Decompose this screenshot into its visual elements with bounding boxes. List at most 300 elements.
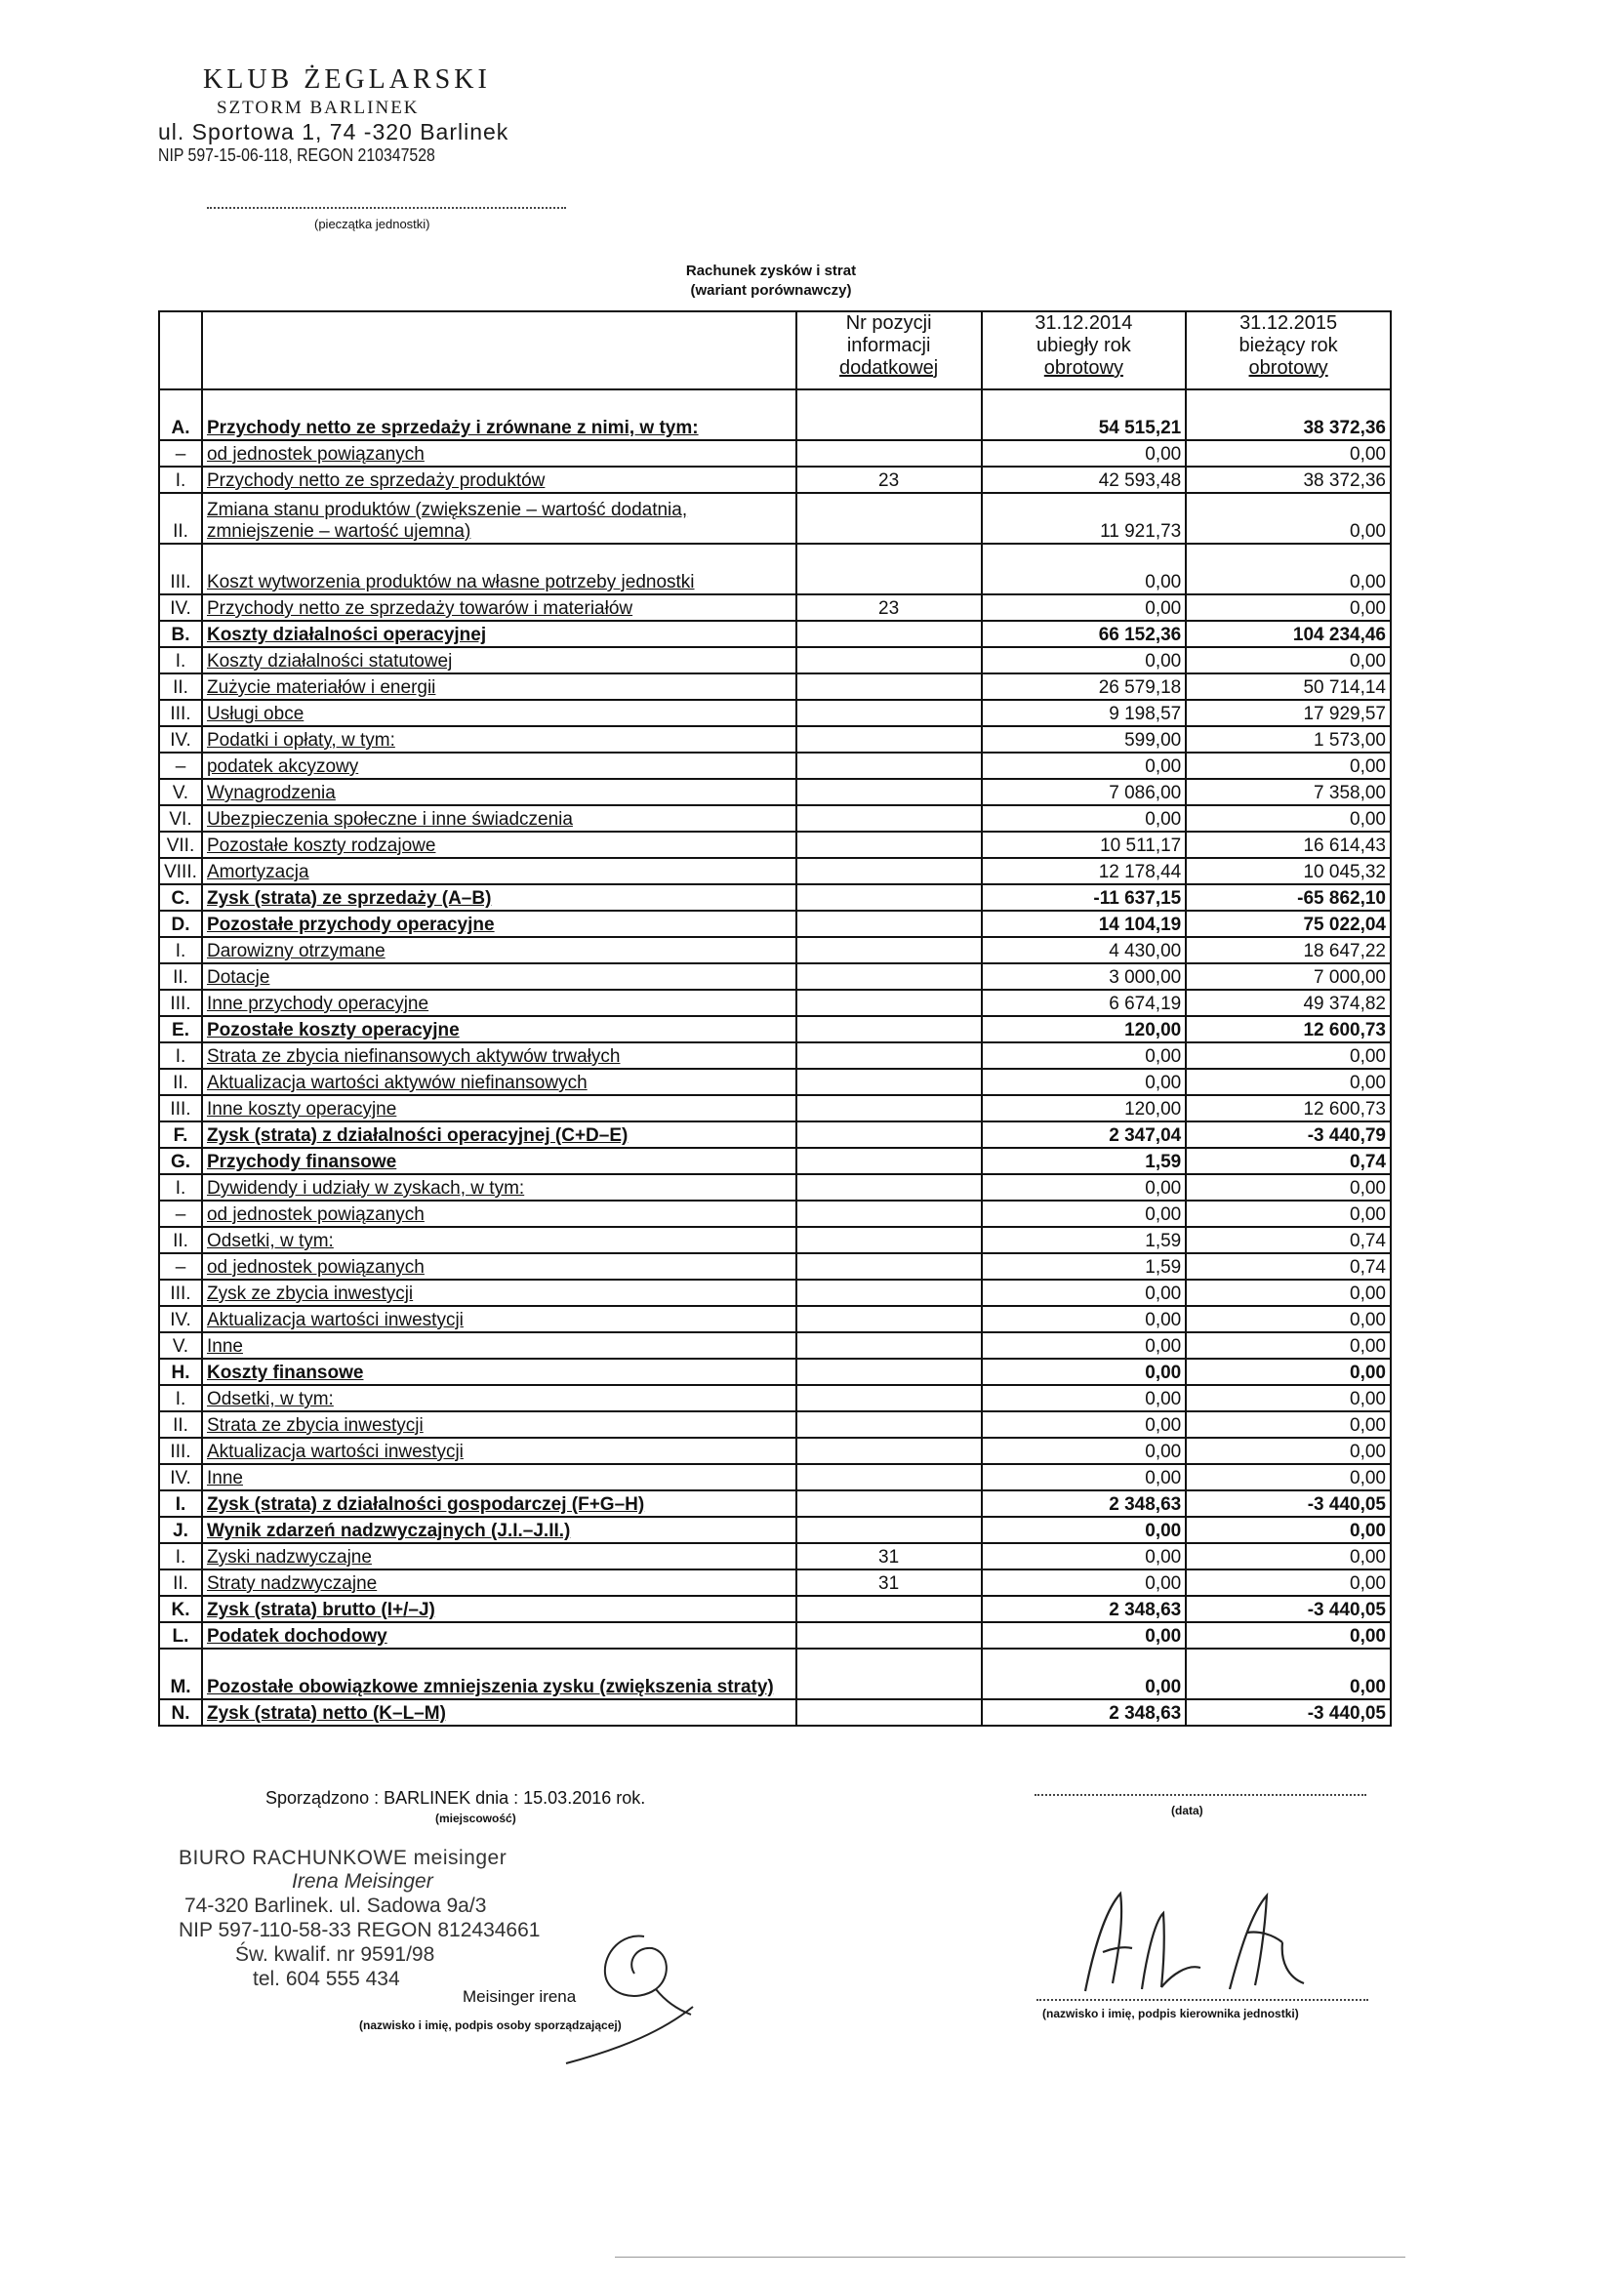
page-bottom-rule (615, 2257, 1405, 2258)
row-label: Koszty działalności operacyjnej (202, 621, 796, 647)
manager-signature (1074, 1874, 1366, 2001)
row-value-2015: -3 440,05 (1186, 1490, 1391, 1517)
row-value-2015: 0,00 (1186, 1622, 1391, 1649)
row-value-2014: 0,00 (982, 1306, 1187, 1332)
document-title-block (0, 262, 1542, 301)
table-row (159, 621, 1391, 647)
header-label (202, 311, 796, 389)
table-row (159, 1253, 1391, 1280)
row-note-number (796, 1699, 982, 1726)
row-value-2014: 0,00 (982, 1385, 1187, 1411)
row-value-2014: 9 198,57 (982, 700, 1187, 726)
row-label: Dotacje (202, 963, 796, 990)
table-row (159, 1359, 1391, 1385)
row-label: Przychody netto ze sprzedaży i zrównane z nimi, w tym: (202, 389, 796, 440)
row-note-number (796, 1490, 982, 1517)
row-label: Amortyzacja (202, 858, 796, 884)
row-value-2014: 0,00 (982, 1174, 1187, 1201)
row-value-2015: -65 862,10 (1186, 884, 1391, 911)
row-value-2014: 7 086,00 (982, 779, 1187, 805)
row-value-2015: 1 573,00 (1186, 726, 1391, 753)
row-value-2014: 2 348,63 (982, 1699, 1187, 1726)
row-value-2014: 120,00 (982, 1016, 1187, 1042)
row-symbol: – (159, 1201, 202, 1227)
header-symbol (159, 311, 202, 389)
row-value-2014: 0,00 (982, 1069, 1187, 1095)
row-value-2015: 0,00 (1186, 1174, 1391, 1201)
row-label: Przychody finansowe (202, 1148, 796, 1174)
row-note-number (796, 726, 982, 753)
row-symbol: III. (159, 700, 202, 726)
office-phone: tel. 604 555 434 (253, 1968, 400, 1990)
table-row (159, 700, 1391, 726)
row-value-2015: 0,00 (1186, 1332, 1391, 1359)
row-value-2014: 0,00 (982, 440, 1187, 467)
row-value-2014: -11 637,15 (982, 884, 1187, 911)
row-label: Zużycie materiałów i energii (202, 673, 796, 700)
row-note-number (796, 1332, 982, 1359)
table-row (159, 1622, 1391, 1649)
row-value-2015: 0,00 (1186, 440, 1391, 467)
row-value-2014: 0,00 (982, 1332, 1187, 1359)
row-value-2015: 0,00 (1186, 1517, 1391, 1543)
row-note-number (796, 990, 982, 1016)
row-value-2015: 0,00 (1186, 1649, 1391, 1699)
table-row (159, 1490, 1391, 1517)
table-row (159, 937, 1391, 963)
document-title: Rachunek zysków i strat (685, 263, 857, 279)
row-value-2015: 0,74 (1186, 1148, 1391, 1174)
table-row (159, 647, 1391, 673)
office-nip-regon: NIP 597-110-58-33 REGON 812434661 (179, 1919, 541, 1941)
row-value-2014: 0,00 (982, 1411, 1187, 1438)
table-row (159, 1069, 1391, 1095)
accounting-office-stamp (179, 1847, 540, 1991)
table-row (159, 963, 1391, 990)
row-symbol: I. (159, 1490, 202, 1517)
table-row (159, 1227, 1391, 1253)
row-label: Aktualizacja wartości inwestycji (202, 1306, 796, 1332)
row-note-number (796, 700, 982, 726)
office-address: 74-320 Barlinek. ul. Sadowa 9a/3 (184, 1895, 487, 1917)
row-symbol: II. (159, 1411, 202, 1438)
row-symbol: F. (159, 1121, 202, 1148)
row-label: Przychody netto ze sprzedaży produktów (202, 467, 796, 493)
row-note-number (796, 1649, 982, 1699)
row-note-number (796, 937, 982, 963)
table-row (159, 1385, 1391, 1411)
row-symbol: I. (159, 1543, 202, 1569)
table-row (159, 1699, 1391, 1726)
row-label: Podatek dochodowy (202, 1622, 796, 1649)
row-value-2014: 0,00 (982, 1543, 1187, 1569)
row-symbol: – (159, 1253, 202, 1280)
row-note-number (796, 1306, 982, 1332)
row-symbol: VI. (159, 805, 202, 832)
row-note-number (796, 805, 982, 832)
row-symbol: II. (159, 1069, 202, 1095)
row-value-2015: 16 614,43 (1186, 832, 1391, 858)
stamp-address: ul. Sportowa 1, 74 -320 Barlinek (158, 119, 509, 144)
row-value-2014: 599,00 (982, 726, 1187, 753)
row-label: Zysk (strata) z działalności operacyjnej (C+D–E) (202, 1121, 796, 1148)
table-row (159, 1306, 1391, 1332)
stamp-club-subname: SZTORM BARLINEK (217, 98, 420, 118)
row-symbol: – (159, 440, 202, 467)
row-note-number (796, 1042, 982, 1069)
row-symbol: I. (159, 1385, 202, 1411)
row-symbol: II. (159, 1569, 202, 1596)
row-value-2015: 7 358,00 (1186, 779, 1391, 805)
row-value-2014: 4 430,00 (982, 937, 1187, 963)
row-label: Podatki i opłaty, w tym: (202, 726, 796, 753)
row-symbol: N. (159, 1699, 202, 1726)
table-row (159, 1201, 1391, 1227)
row-label: Inne (202, 1332, 796, 1359)
stamp-nip-regon: NIP 597-15-06-118, REGON 210347528 (158, 145, 435, 165)
row-value-2014: 2 347,04 (982, 1121, 1187, 1148)
row-value-2015: -3 440,05 (1186, 1699, 1391, 1726)
row-note-number (796, 779, 982, 805)
row-value-2015: 18 647,22 (1186, 937, 1391, 963)
date-dotted-line (1035, 1794, 1366, 1796)
table-row (159, 1174, 1391, 1201)
table-row (159, 1569, 1391, 1596)
row-label: podatek akcyzowy (202, 753, 796, 779)
row-label: Usługi obce (202, 700, 796, 726)
row-label: Odsetki, w tym: (202, 1227, 796, 1253)
row-value-2014: 54 515,21 (982, 389, 1187, 440)
stamp-club-name: KLUB ŻEGLARSKI (203, 64, 491, 95)
row-value-2015: 0,00 (1186, 1201, 1391, 1227)
row-symbol: III. (159, 1438, 202, 1464)
office-certificate: Św. kwalif. nr 9591/98 (235, 1943, 435, 1966)
table-row (159, 440, 1391, 467)
row-label: Aktualizacja wartości inwestycji (202, 1438, 796, 1464)
row-value-2014: 0,00 (982, 805, 1187, 832)
row-value-2014: 0,00 (982, 544, 1187, 594)
row-value-2015: 0,00 (1186, 1359, 1391, 1385)
row-note-number (796, 911, 982, 937)
row-symbol: – (159, 753, 202, 779)
row-value-2015: 75 022,04 (1186, 911, 1391, 937)
row-value-2014: 0,00 (982, 1359, 1187, 1385)
row-value-2014: 11 921,73 (982, 493, 1187, 544)
row-value-2015: 17 929,57 (1186, 700, 1391, 726)
table-row (159, 467, 1391, 493)
row-label: Wynagrodzenia (202, 779, 796, 805)
table-row (159, 990, 1391, 1016)
prepared-place-date: Sporządzono : BARLINEK dnia : 15.03.2016 rok. (265, 1788, 646, 1808)
row-note-number (796, 1174, 982, 1201)
preparer-name: Meisinger irena (463, 1987, 577, 2006)
row-symbol: D. (159, 911, 202, 937)
row-value-2015: 38 372,36 (1186, 389, 1391, 440)
table-row (159, 1042, 1391, 1069)
row-note-number: 31 (796, 1569, 982, 1596)
row-value-2014: 0,00 (982, 594, 1187, 621)
row-value-2015: 0,00 (1186, 1543, 1391, 1569)
row-value-2015: 0,74 (1186, 1227, 1391, 1253)
header-2014: 31.12.2014 ubiegły rok obrotowy (982, 311, 1187, 389)
row-label: Straty nadzwyczajne (202, 1569, 796, 1596)
row-value-2015: 0,00 (1186, 1306, 1391, 1332)
row-note-number (796, 440, 982, 467)
row-value-2015: 0,00 (1186, 1280, 1391, 1306)
row-value-2014: 1,59 (982, 1148, 1187, 1174)
table-row (159, 1016, 1391, 1042)
row-value-2015: 0,74 (1186, 1253, 1391, 1280)
row-value-2015: 0,00 (1186, 753, 1391, 779)
row-note-number (796, 1148, 982, 1174)
row-label: od jednostek powiązanych (202, 1201, 796, 1227)
income-statement-table (158, 310, 1392, 1727)
row-value-2014: 0,00 (982, 1649, 1187, 1699)
row-note-number (796, 1016, 982, 1042)
row-note-number (796, 1438, 982, 1464)
row-value-2014: 66 152,36 (982, 621, 1187, 647)
row-note-number (796, 1201, 982, 1227)
table-row (159, 1411, 1391, 1438)
row-note-number (796, 753, 982, 779)
table-row (159, 911, 1391, 937)
table-row (159, 753, 1391, 779)
table-row (159, 1543, 1391, 1569)
row-label: Zyski nadzwyczajne (202, 1543, 796, 1569)
row-symbol: III. (159, 990, 202, 1016)
table-row (159, 884, 1391, 911)
row-label: Zysk (strata) brutto (I+/–J) (202, 1596, 796, 1622)
row-note-number (796, 1069, 982, 1095)
row-note-number (796, 1385, 982, 1411)
table-row (159, 1148, 1391, 1174)
row-note-number (796, 1227, 982, 1253)
row-value-2015: 0,00 (1186, 805, 1391, 832)
office-owner: Irena Meisinger (292, 1870, 433, 1893)
stamp-caption: (pieczątka jednostki) (314, 217, 430, 231)
row-symbol: II. (159, 493, 202, 544)
row-symbol: V. (159, 779, 202, 805)
row-symbol: II. (159, 963, 202, 990)
row-symbol: VIII. (159, 858, 202, 884)
row-label: Inne (202, 1464, 796, 1490)
row-value-2014: 2 348,63 (982, 1596, 1187, 1622)
row-symbol: I. (159, 1042, 202, 1069)
table-row (159, 779, 1391, 805)
table-row (159, 832, 1391, 858)
table-row (159, 1438, 1391, 1464)
row-symbol: V. (159, 1332, 202, 1359)
header-nr: Nr pozycji informacji dodatkowej (796, 311, 982, 389)
table-row (159, 805, 1391, 832)
row-value-2014: 0,00 (982, 1569, 1187, 1596)
row-label: Zmiana stanu produktów (zwiększenie – wartość dodatnia, zmniejszenie – wartość ujemna) (202, 493, 796, 544)
row-note-number (796, 1622, 982, 1649)
row-value-2015: 0,00 (1186, 647, 1391, 673)
row-symbol: C. (159, 884, 202, 911)
row-value-2015: 7 000,00 (1186, 963, 1391, 990)
row-value-2014: 3 000,00 (982, 963, 1187, 990)
row-note-number (796, 1253, 982, 1280)
table-row (159, 1464, 1391, 1490)
row-symbol: K. (159, 1596, 202, 1622)
row-symbol: I. (159, 937, 202, 963)
row-label: Darowizny otrzymane (202, 937, 796, 963)
row-note-number (796, 1095, 982, 1121)
table-row (159, 1649, 1391, 1699)
row-label: Pozostałe koszty operacyjne (202, 1016, 796, 1042)
row-value-2014: 0,00 (982, 1517, 1187, 1543)
row-label: Pozostałe koszty rodzajowe (202, 832, 796, 858)
row-note-number: 31 (796, 1543, 982, 1569)
row-value-2015: 0,00 (1186, 1069, 1391, 1095)
table-row (159, 493, 1391, 544)
row-label: Pozostałe przychody operacyjne (202, 911, 796, 937)
date-caption: (data) (1171, 1804, 1203, 1817)
stamp-dotted-line (207, 207, 566, 209)
row-value-2015: 49 374,82 (1186, 990, 1391, 1016)
row-label: Zysk (strata) ze sprzedaży (A–B) (202, 884, 796, 911)
row-symbol: VII. (159, 832, 202, 858)
row-note-number (796, 544, 982, 594)
row-note-number (796, 858, 982, 884)
row-value-2014: 120,00 (982, 1095, 1187, 1121)
row-value-2015: 38 372,36 (1186, 467, 1391, 493)
row-label: Zysk ze zbycia inwestycji (202, 1280, 796, 1306)
table-row (159, 1280, 1391, 1306)
row-label: Przychody netto ze sprzedaży towarów i materiałów (202, 594, 796, 621)
row-symbol: II. (159, 673, 202, 700)
preparer-caption: (nazwisko i imię, podpis osoby sporządzającej) (359, 2018, 622, 2032)
row-value-2014: 26 579,18 (982, 673, 1187, 700)
row-value-2014: 0,00 (982, 1464, 1187, 1490)
row-note-number (796, 963, 982, 990)
manager-caption: (nazwisko i imię, podpis kierownika jednostki) (1042, 2007, 1299, 2020)
row-symbol: B. (159, 621, 202, 647)
row-value-2014: 0,00 (982, 647, 1187, 673)
row-symbol: I. (159, 647, 202, 673)
place-caption: (miejscowość) (435, 1812, 516, 1825)
row-value-2014: 0,00 (982, 1042, 1187, 1069)
row-note-number (796, 647, 982, 673)
row-value-2015: 0,00 (1186, 1385, 1391, 1411)
row-value-2015: 0,00 (1186, 493, 1391, 544)
row-note-number (796, 493, 982, 544)
row-value-2014: 42 593,48 (982, 467, 1187, 493)
table-header-row (159, 311, 1391, 389)
organization-stamp (158, 64, 508, 166)
row-note-number (796, 1596, 982, 1622)
row-symbol: M. (159, 1649, 202, 1699)
table-row (159, 389, 1391, 440)
row-note-number (796, 832, 982, 858)
row-value-2015: 0,00 (1186, 544, 1391, 594)
row-note-number (796, 389, 982, 440)
row-value-2015: 0,00 (1186, 1464, 1391, 1490)
row-label: Zysk (strata) z działalności gospodarczej (F+G–H) (202, 1490, 796, 1517)
row-note-number (796, 884, 982, 911)
row-note-number (796, 673, 982, 700)
row-value-2015: 0,00 (1186, 1438, 1391, 1464)
row-label: Inne przychody operacyjne (202, 990, 796, 1016)
row-value-2015: 12 600,73 (1186, 1095, 1391, 1121)
row-label: od jednostek powiązanych (202, 440, 796, 467)
table-row (159, 1517, 1391, 1543)
row-symbol: IV. (159, 594, 202, 621)
row-label: Zysk (strata) netto (K–L–M) (202, 1699, 796, 1726)
row-symbol: J. (159, 1517, 202, 1543)
row-symbol: III. (159, 544, 202, 594)
row-value-2015: 0,00 (1186, 1411, 1391, 1438)
row-label: Pozostałe obowiązkowe zmniejszenia zysku (zwiększenia straty) (202, 1649, 796, 1699)
row-symbol: L. (159, 1622, 202, 1649)
row-value-2014: 0,00 (982, 1622, 1187, 1649)
row-value-2015: 12 600,73 (1186, 1016, 1391, 1042)
row-label: Dywidendy i udziały w zyskach, w tym: (202, 1174, 796, 1201)
row-value-2014: 14 104,19 (982, 911, 1187, 937)
row-label: Ubezpieczenia społeczne i inne świadczenia (202, 805, 796, 832)
row-label: Koszt wytworzenia produktów na własne potrzeby jednostki (202, 544, 796, 594)
row-symbol: IV. (159, 726, 202, 753)
row-value-2015: 0,00 (1186, 1042, 1391, 1069)
row-value-2015: -3 440,05 (1186, 1596, 1391, 1622)
row-value-2014: 0,00 (982, 753, 1187, 779)
row-note-number (796, 1359, 982, 1385)
row-value-2015: -3 440,79 (1186, 1121, 1391, 1148)
row-note-number: 23 (796, 594, 982, 621)
row-symbol: G. (159, 1148, 202, 1174)
row-label: Koszty finansowe (202, 1359, 796, 1385)
row-symbol: I. (159, 1174, 202, 1201)
row-note-number: 23 (796, 467, 982, 493)
row-value-2015: 0,00 (1186, 594, 1391, 621)
row-note-number (796, 1280, 982, 1306)
row-value-2015: 104 234,46 (1186, 621, 1391, 647)
row-label: Koszty działalności statutowej (202, 647, 796, 673)
table-row (159, 1596, 1391, 1622)
row-note-number (796, 1464, 982, 1490)
table-row (159, 673, 1391, 700)
row-note-number (796, 1517, 982, 1543)
row-label: Aktualizacja wartości aktywów niefinansowych (202, 1069, 796, 1095)
table-row (159, 1121, 1391, 1148)
row-value-2014: 2 348,63 (982, 1490, 1187, 1517)
row-symbol: IV. (159, 1306, 202, 1332)
row-label: od jednostek powiązanych (202, 1253, 796, 1280)
table-row (159, 726, 1391, 753)
table-row (159, 594, 1391, 621)
table-row (159, 1332, 1391, 1359)
row-value-2014: 0,00 (982, 1438, 1187, 1464)
document-subtitle: (wariant porównawczy) (690, 282, 852, 299)
row-symbol: I. (159, 467, 202, 493)
row-value-2014: 0,00 (982, 1280, 1187, 1306)
row-symbol: IV. (159, 1464, 202, 1490)
row-value-2015: 0,00 (1186, 1569, 1391, 1596)
row-note-number (796, 1411, 982, 1438)
office-name: BIURO RACHUNKOWE meisinger (179, 1847, 508, 1869)
row-value-2014: 0,00 (982, 1201, 1187, 1227)
row-value-2014: 10 511,17 (982, 832, 1187, 858)
row-value-2014: 6 674,19 (982, 990, 1187, 1016)
row-symbol: III. (159, 1280, 202, 1306)
table-row (159, 1095, 1391, 1121)
row-label: Strata ze zbycia inwestycji (202, 1411, 796, 1438)
row-label: Wynik zdarzeń nadzwyczajnych (J.I.–J.II.) (202, 1517, 796, 1543)
row-note-number (796, 621, 982, 647)
row-value-2014: 1,59 (982, 1227, 1187, 1253)
row-symbol: II. (159, 1227, 202, 1253)
